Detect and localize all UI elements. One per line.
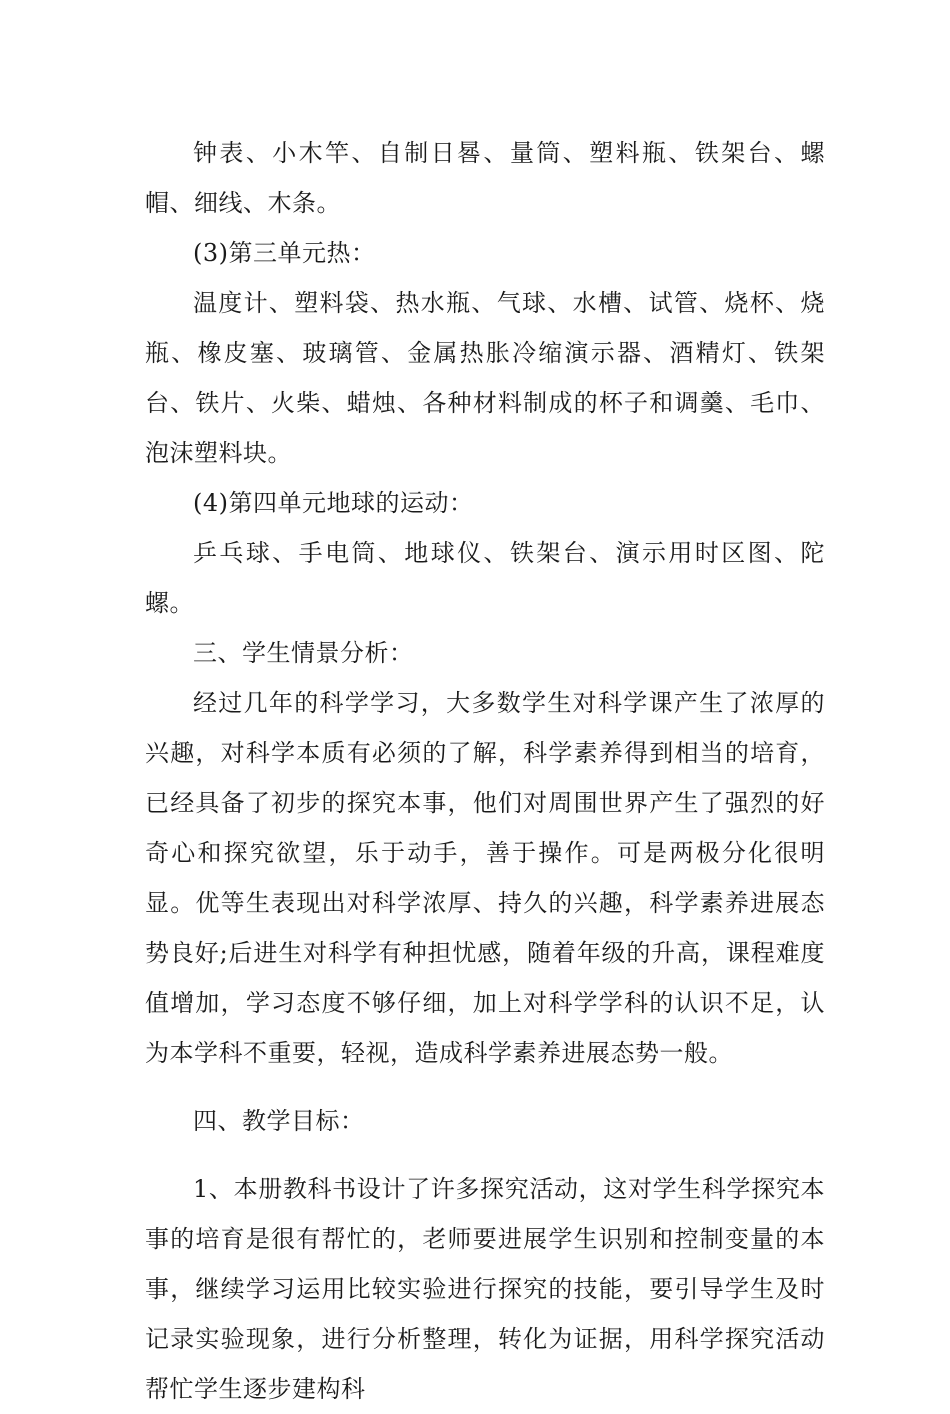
- paragraph-materials-unit2: 钟表、小木竿、自制日晷、量筒、塑料瓶、铁架台、螺帽、细线、木条。: [145, 139, 825, 217]
- paragraph-teaching-goal-1: 1、本册教科书设计了许多探究活动，这对学生科学探究本事的培育是很有帮忙的，老师要进展学生识别和控制变量的本事，继续学习运用比较实验进行探究的技能，要引导学生及时记录实验现象，进行分析整理，转化为证据，用科学探究活动帮忙学生逐步建构科: [145, 1175, 825, 1403]
- document-body: [145, 128, 825, 1414]
- paragraph-materials-unit4: 乒乓球、手电筒、地球仪、铁架台、演示用时区图、陀螺。: [145, 539, 825, 617]
- paragraph-materials-unit3: 温度计、塑料袋、热水瓶、气球、水槽、试管、烧杯、烧瓶、橡皮塞、玻璃管、金属热胀冷缩演示器、酒精灯、铁架台、铁片、火柴、蜡烛、各种材料制成的杯子和调羹、毛巾、泡沫塑料块。: [145, 289, 825, 467]
- heading-unit4-earth-motion: (4)第四单元地球的运动：: [193, 489, 474, 517]
- paragraph-student-analysis: 经过几年的科学学习，大多数学生对科学课产生了浓厚的兴趣，对科学本质有必须的了解，科学素养得到相当的培育，已经具备了初步的探究本事，他们对周围世界产生了强烈的好奇心和探究欲望，乐于动手，善于操作。可是两极分化很明显。优等生表现出对科学浓厚、持久的兴趣，科学素养进展态势良好;后进生对科学有种担忧感，随着年级的升高，课程难度值增加，学习态度不够仔细，加上对科学学科的认识不足，认为本学科不重要，轻视，造成科学素养进展态势一般。: [145, 689, 825, 1067]
- heading-teaching-goals: 四、教学目标：: [193, 1107, 365, 1135]
- heading-unit3-heat: (3)第三单元热：: [193, 239, 376, 267]
- heading-student-analysis: 三、学生情景分析：: [193, 639, 414, 667]
